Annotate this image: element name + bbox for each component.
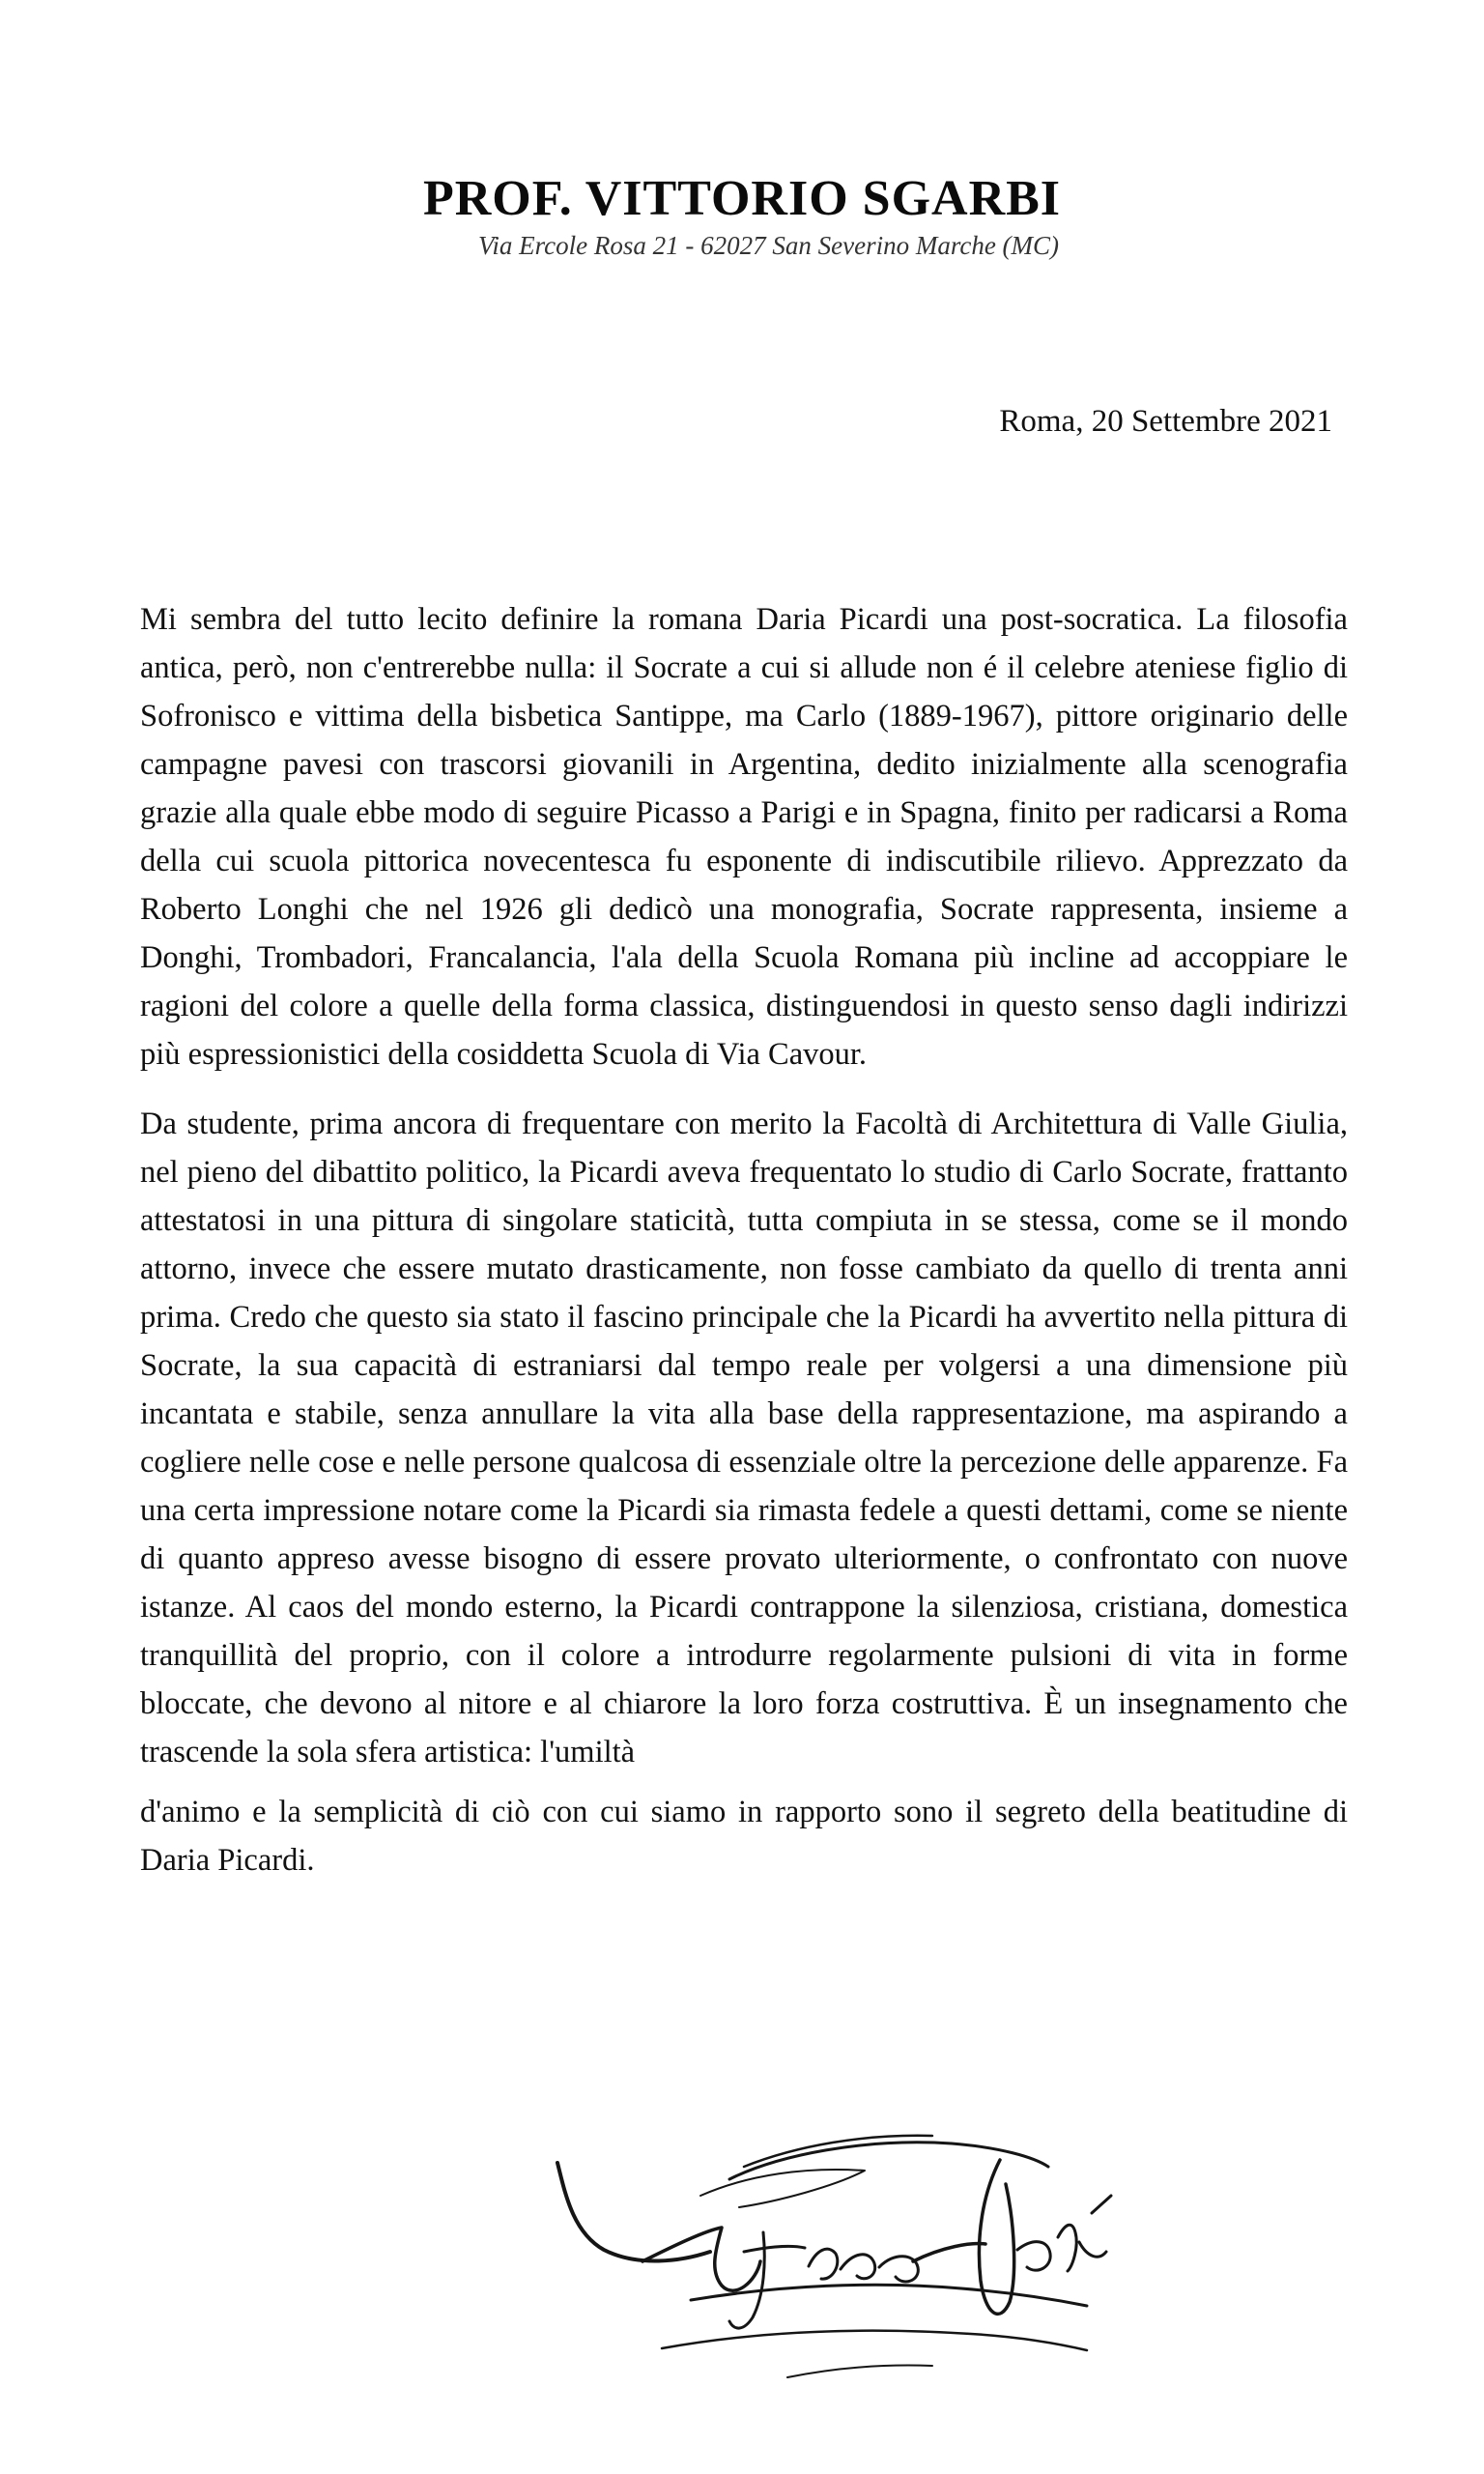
paragraph-3: d'animo e la semplicità di ciò con cui siamo in rapporto sono il segreto della beatitudine di Daria Picardi.: [140, 1795, 1348, 1878]
sender-address: Via Ercole Rosa 21 - 62027 San Severino Marche (MC): [477, 231, 1060, 260]
letterhead: [0, 170, 1484, 261]
letter-body: [140, 595, 1348, 1884]
paragraph-2: Da studente, prima ancora di frequentare con merito la Facoltà di Architettura di Valle Giulia, nel pieno del dibattito politico, la Picardi aveva frequentato lo studio di Carlo Socrate, frattanto attestatosi in una pittura di singolare staticità, tutta compiuta in se stessa, come se il mondo attorno, invece che essere mutato drasticamente, non fosse cambiato da quello di trenta anni prima. Credo che questo sia stato il fascino principale che la Picardi ha avvertito nella pittura di Socrate, la sua capacità di estraniarsi dal tempo reale per volgersi a una dimensione più incantata e stabile, senza annullare la vita alla base della rappresentazione, ma aspirando a cogliere nelle cose e nelle persone qualcosa di essenziale oltre la percezione delle apparenze. Fa una certa impressione notare come la Picardi sia rimasta fedele a questi dettami, come se niente di quanto appreso avesse bisogno di essere provato ulteriormente, o confrontato con nuove istanze. Al caos del mondo esterno, la Picardi contrappone la silenziosa, cristiana, domestica tranquillità del proprio, con il colore a introdurre regolarmente pulsioni di vita in forme bloccate, che devono al nitore e al chiarore la loro forza costruttiva. È un insegnamento che trascende la sola sfera artistica: l'umiltà: [140, 1107, 1348, 1769]
handwritten-signature: [546, 2078, 1164, 2406]
sender-name: PROF. VITTORIO SGARBI: [422, 171, 1062, 226]
letter-date: Roma, 20 Settembre 2021: [999, 404, 1332, 439]
paragraph-1: Mi sembra del tutto lecito definire la romana Daria Picardi una post-socratica. La filosofia antica, però, non c'entrerebbe nulla: il Socrate a cui si allude non é il celebre ateniese figlio di Sofronisco e vittima della bisbetica Santippe, ma Carlo (1889-1967), pittore originario delle campagne pavesi con trascorsi giovanili in Argentina, dedito inizialmente alla scenografia grazie alla quale ebbe modo di seguire Picasso a Parigi e in Spagna, finito per radicarsi a Roma della cui scuola pittorica novecentesca fu esponente di indiscutibile rilievo. Apprezzato da Roberto Longhi che nel 1926 gli dedicò una monografia, Socrate rappresenta, insieme a Donghi, Trombadori, Francalancia, l'ala della Scuola Romana più incline ad accoppiare le ragioni del colore a quelle della forma classica, distinguendosi in questo senso dagli indirizzi più espressionistici della cosiddetta Scuola di Via Cavour.: [140, 602, 1348, 1072]
